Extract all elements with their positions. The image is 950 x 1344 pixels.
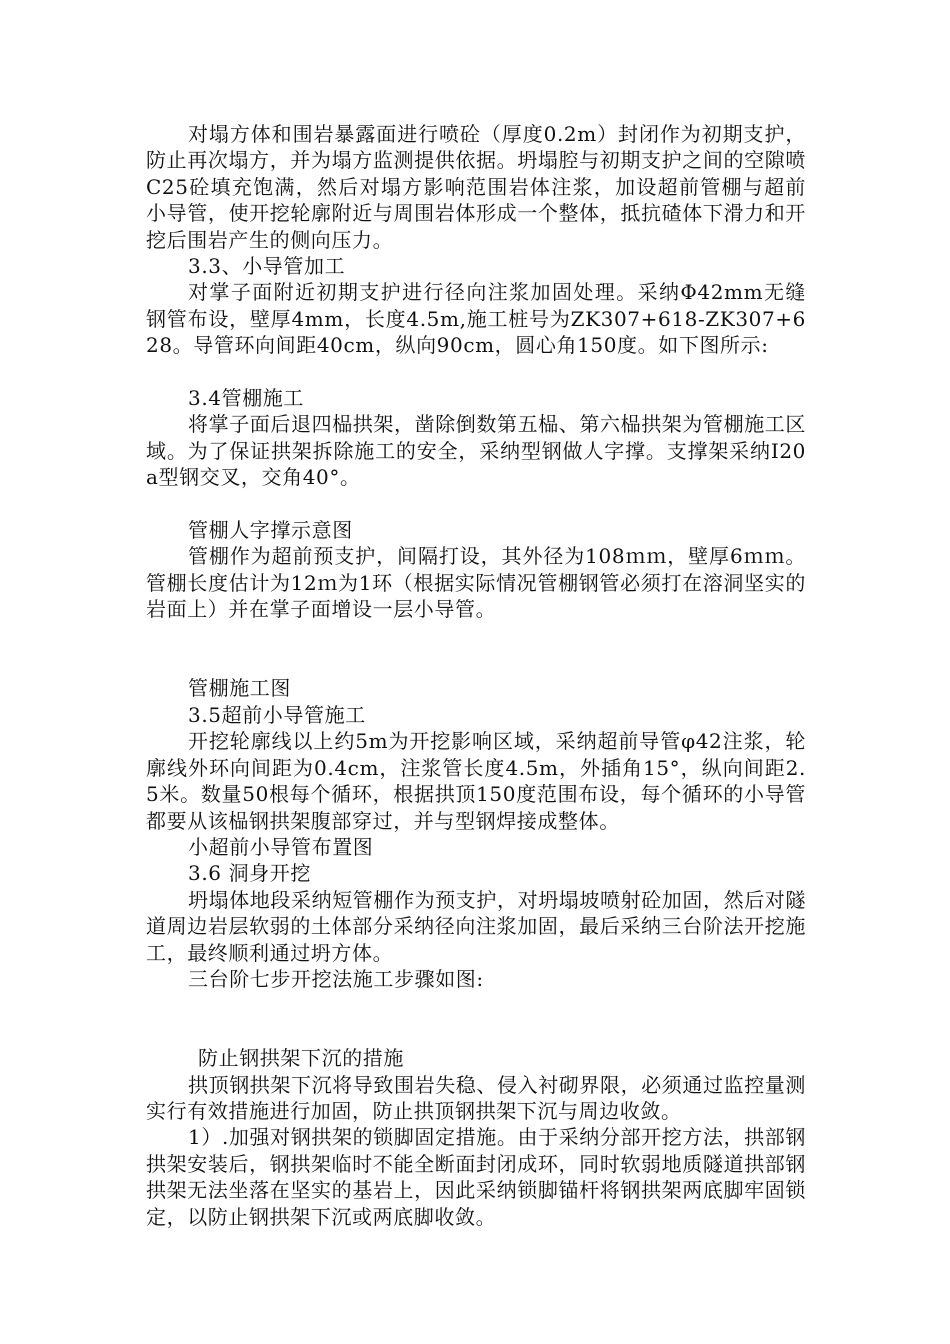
figure-placeholder — [146, 359, 806, 385]
paragraph-arch-sinking: 拱顶钢拱架下沉将导致围岩失稳、侵入衬砌界限，必须通过监控量测实行有效措施进行加固，防止拱顶钢拱架下沉与周边收敛。 — [146, 1072, 806, 1123]
section-heading-3-5: 3.5超前小导管施工 — [188, 702, 366, 727]
paragraph-collapse-sealing: 对塌方体和围岩暴露面进行喷砼（厚度0.2m）封闭作为初期支护，防止再次塌方，并为塌方监测提供依据。坍塌腔与初期支护之间的空隙喷C25砼填充饱满，然后对塌方影响范围岩体注浆，加设超前管棚与超前小导管，使开挖轮廓附近与周围岩体形成一个整体，抵抗碴体下滑力和开挖后围岩产生的侧向压力。 — [146, 122, 806, 252]
section-heading-prevent-sinking: 防止钢拱架下沉的措施 — [198, 1046, 404, 1071]
figure-placeholder — [146, 491, 806, 517]
paragraph-small-conduit: 对掌子面附近初期支护进行径向注浆加固处理。采纳Φ42mm无缝钢管布设，壁厚4mm，长度4.5m,施工桩号为ZK307+618-ZK307+628。导管环向间距40cm，纵向90cm，圆心角150度。如下图所示: — [146, 280, 806, 358]
figure-placeholder — [146, 992, 806, 1045]
paragraph-foot-locking: 1）.加强对钢拱架的锁脚固定措施。由于采纳分部开挖方法，拱部钢拱架安装后，钢拱架临时不能全断面封闭成环，同时软弱地质隧道拱部钢拱架无法坐落在坚实的基岩上，因此采纳锁脚锚杆将钢拱架两底脚牢固锁定，以防止钢拱架下沉或两底脚收敛。 — [146, 1125, 806, 1229]
section-heading-3-4: 3.4管棚施工 — [188, 386, 305, 411]
paragraph-tunnel-excavation: 坍塌体地段采纳短管棚作为预支护，对坍塌坡喷射砼加固，然后对隧道周边岩层软弱的土体部分采纳径向注浆加固，最后采纳三台阶法开挖施工，最终顺利通过坍方体。 — [146, 887, 806, 965]
paragraph-advance-conduit: 开挖轮廓线以上约5m为开挖影响区域，采纳超前导管φ42注浆，轮廓线外环向间距为0.4cm，注浆管长度4.5m，外插角15°，纵向间距2.5米。数量50根每个循环，根据拱顶150度范围布设，每个循环的小导管都要从该榀钢拱架腹部穿过，并与型钢焊接成整体。 — [146, 729, 806, 833]
paragraph-pipe-shed-support: 管棚作为超前预支护，间隔打设，其外径为108ｍｍ，壁厚6ｍｍ。管棚长度估计为12ｍ为1环（根据实际情况管棚钢管必须打在溶洞坚实的岩面上）并在掌子面增设一层小导管。 — [146, 544, 806, 622]
figure-caption-conduit-layout: 小超前小导管布置图 — [188, 834, 374, 859]
document-body — [146, 121, 806, 1230]
figure-caption-bracing: 管棚人字撑示意图 — [188, 518, 353, 543]
figure-placeholder — [146, 623, 806, 676]
paragraph-pipe-shed: 将掌子面后退四榀拱架，凿除倒数第五榀、第六榀拱架为管棚施工区域。为了保证拱架拆除施工的安全，采纳型钢做人字撑。支撑架采纳I20a型钢交叉，交角40°。 — [146, 412, 806, 490]
figure-caption-pipe-shed: 管棚施工图 — [188, 676, 291, 701]
section-heading-3-6: 3.6 洞身开挖 — [188, 861, 311, 886]
section-heading-3-3: 3.3、小导管加工 — [188, 254, 346, 279]
paragraph-three-bench: 三台阶七步开挖法施工步骤如图: — [188, 966, 484, 991]
